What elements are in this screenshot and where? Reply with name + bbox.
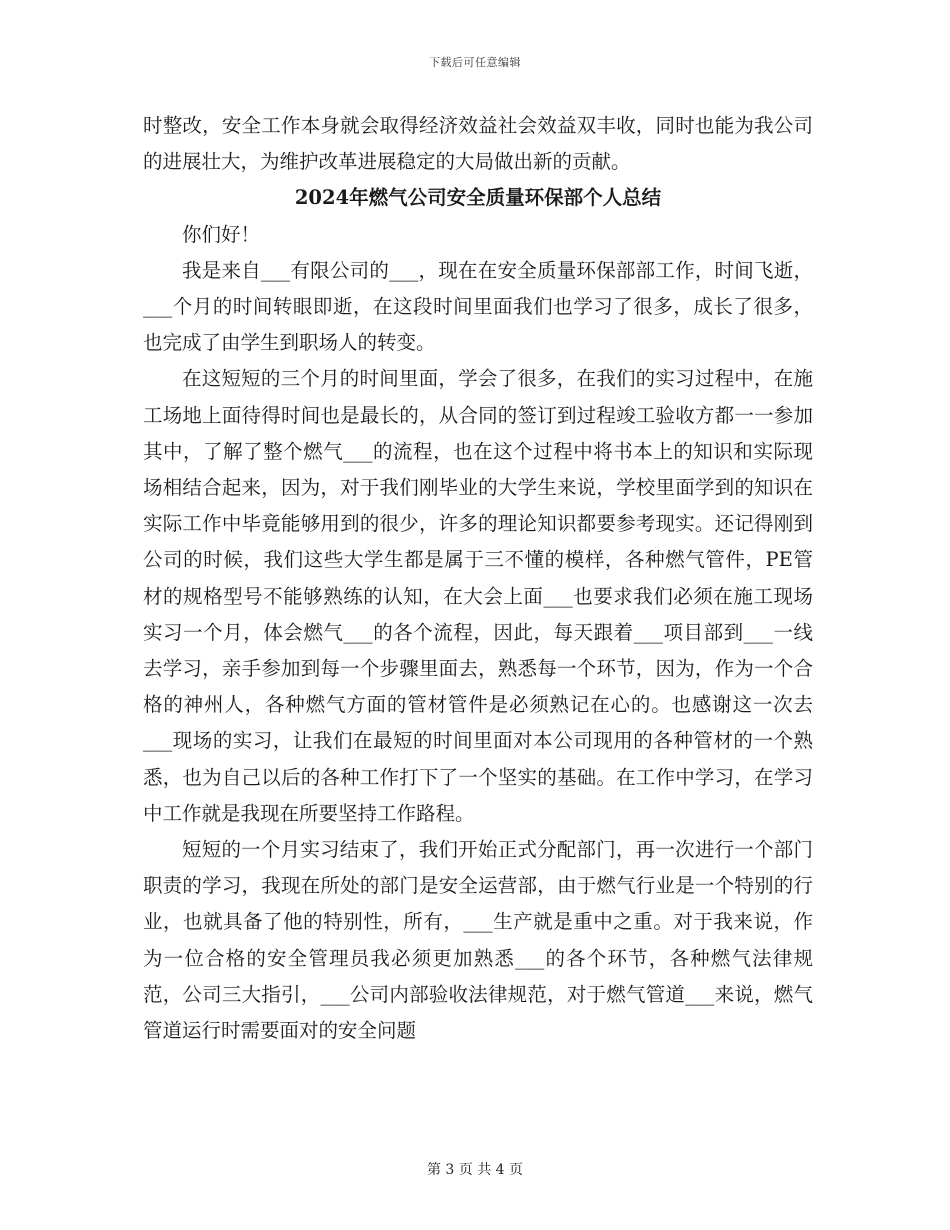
document-body <box>143 108 813 1049</box>
body-paragraph-2: 在这短短的三个月的时间里面，学会了很多，在我们的实习过程中，在施工场地上面待得时间也是最长的，从合同的签订到过程竣工验收方都一一参加其中，了解了整个燃气___的流程，也在这个过程中将书本上的知识和实际现场相结合起来，因为，对于我们刚毕业的大学生来说，学校里面学到的知识在实际工作中毕竟能够用到的很少，许多的理论知识都要参考现实。还记得刚到公司的时候，我们这些大学生都是属于三不懂的模样，各种燃气管件，PE管材的规格型号不能够熟练的认知，在大会上面___也要求我们必须在施工现场实习一个月，体会燃气___的各个流程，因此，每天跟着___项目部到___一线去学习，亲手参加到每一个步骤里面去，熟悉每一个环节，因为，作为一个合格的神州人，各种燃气方面的管材管件是必须熟记在心的。也感谢这一次去___现场的实习，让我们在最短的时间里面对本公司现用的各种管材的一个熟悉，也为自己以后的各种工作打下了一个坚实的基础。在工作中学习，在学习中工作就是我现在所要坚持工作路程。 <box>143 367 813 825</box>
greeting: 你们好！ <box>182 222 261 246</box>
body-paragraph-3: 短短的一个月实习结束了，我们开始正式分配部门，再一次进行一个部门职责的学习，我现在所处的部门是安全运营部，由于燃气行业是一个特别的行业，也就具备了他的特别性，所有，___生产就是重中之重。对于我来说，作为一位合格的安全管理员我必须更加熟悉___的各个环节，各种燃气法律规范，公司三大指引，___公司内部验收法律规范，对于燃气管道___来说，燃气管道运行时需要面对的安全问题 <box>143 838 813 1043</box>
document-title: 2024年燃气公司安全质量环保部个人总结 <box>294 186 662 210</box>
header-note: 下载后可任意编辑 <box>429 56 521 69</box>
continuation-paragraph: 时整改，安全工作本身就会取得经济效益社会效益双丰收，同时也能为我公司的进展壮大，为维护改革进展稳定的大局做出新的贡献。 <box>143 114 813 174</box>
body-paragraph-1: 我是来自___有限公司的___，现在在安全质量环保部部工作，时间飞逝，___个月的时间转眼即逝，在这段时间里面我们也学习了很多，成长了很多，也完成了由学生到职场人的转变。 <box>143 258 813 355</box>
page-number: 第 3 页 共 4 页 <box>426 1162 524 1178</box>
